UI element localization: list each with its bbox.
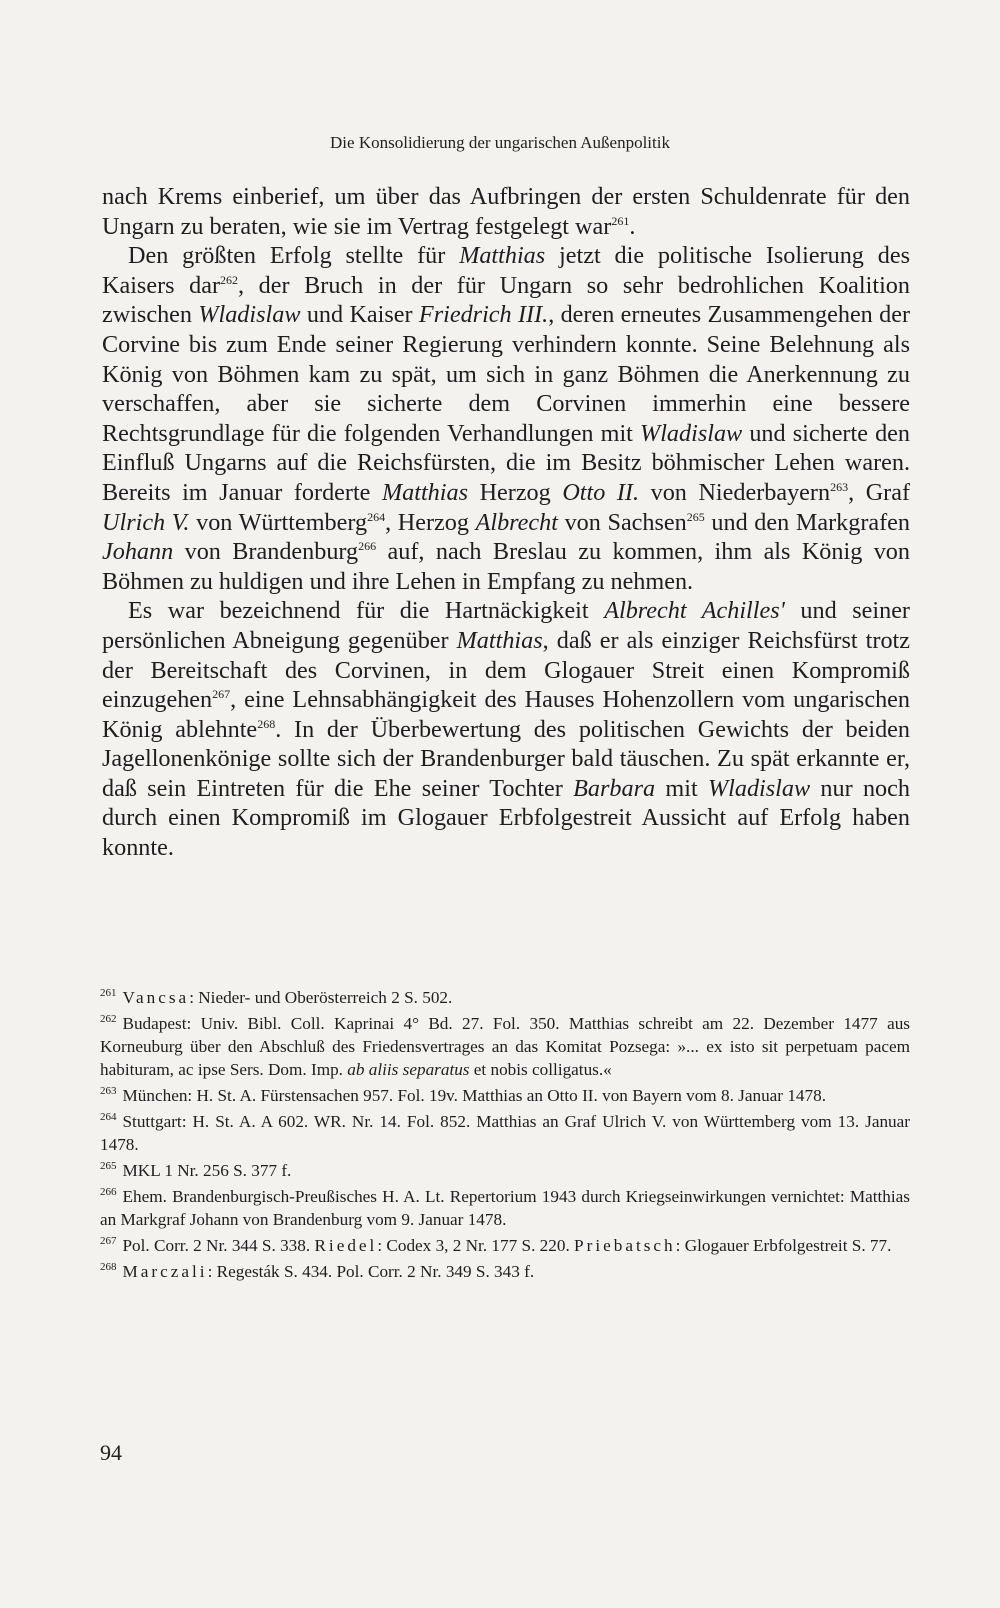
text-run: Pol. Corr. 2 Nr. 344 S. 338. xyxy=(122,1236,315,1255)
text-run: von Sachsen xyxy=(557,508,687,536)
text-run: : Glogauer Erbfolgestreit S. 77. xyxy=(675,1236,892,1255)
text-run: München: H. St. A. Fürstensachen 957. Fol. 19v. Matthias an Otto II. von Bayern vom 8. Januar 1478. xyxy=(122,1086,826,1105)
italic-text: Matthias xyxy=(381,478,468,506)
text-run: , deren erneutes Zusammengehen der Corvine bis zum Ende seiner Regierung verhindern konnte. Seine Belehnung als König von Böhmen kam zu spät, um sich in ganz Böhmen die Anerkennung zu verschaffen, aber sie sicherte dem Corvinen immerhin eine bessere Rechtsgrundlage für die folgenden Verhandlungen mit xyxy=(102,301,911,447)
footnote-reference: 264 xyxy=(367,509,386,524)
italic-text: Johann xyxy=(102,538,174,566)
text-run: Stuttgart: H. St. A. A 602. WR. Nr. 14. Fol. 852. Matthias an Graf Ulrich V. von Württemberg vom 13. Januar 1478. xyxy=(100,1112,910,1154)
text-run: Den größten Erfolg stellte für xyxy=(128,242,460,270)
italic-text: Matthias xyxy=(456,626,543,654)
footnote xyxy=(100,1159,910,1182)
text-run: : Codex 3, 2 Nr. 177 S. 220. xyxy=(377,1236,575,1255)
italic-text: Wladislaw xyxy=(198,301,301,329)
text-run: : Nieder- und Oberösterreich 2 S. 502. xyxy=(189,988,453,1007)
footnote-number: 262 xyxy=(100,1013,117,1026)
body-paragraph xyxy=(102,241,910,596)
italic-text: Wladislaw xyxy=(707,774,811,802)
text-run: auf, nach Breslau zu kommen, ihm als König von Böhmen zu huldigen und ihre Lehen in Empfang zu nehmen. xyxy=(102,538,910,595)
running-head: Die Konsolidierung der ungarischen Außenpolitik xyxy=(330,133,670,152)
text-run: nur noch durch einen Kompromiß im Glogauer Erbfolgestreit Aussicht auf Erfolg haben konnte. xyxy=(102,774,910,862)
italic-text: Wladislaw xyxy=(640,419,743,447)
italic-text: Barbara xyxy=(573,774,656,802)
text-run: , daß er als einziger Reichsfürst trotz der Bereitschaft des Corvinen, in dem Glogauer Streit einen Kompromiß einzugehen xyxy=(102,626,910,714)
text-run: Herzog xyxy=(468,478,563,506)
footnote-number: 263 xyxy=(100,1085,117,1098)
text-run: von Niederbayern xyxy=(639,478,831,506)
text-run: , eine Lehnsabhängigkeit des Hauses Hohenzollern vom ungarischen König ablehnte xyxy=(102,686,910,743)
italic-text: Ulrich V. xyxy=(102,508,190,536)
footnote-number: 267 xyxy=(100,1235,117,1248)
italic-text: Albrecht xyxy=(475,508,558,536)
footnote xyxy=(100,986,910,1009)
body-paragraph xyxy=(102,596,910,862)
author-name: Riedel xyxy=(314,1236,378,1255)
text-run: jetzt die politische Isolierung des Kaisers dar xyxy=(102,242,910,299)
footnote xyxy=(100,1012,910,1081)
italic-text: Friedrich III. xyxy=(418,301,549,329)
text-run: , Graf xyxy=(848,478,911,506)
footnote xyxy=(100,1260,910,1283)
text-run: und den Markgrafen xyxy=(704,508,910,536)
text-run: mit xyxy=(655,774,708,802)
text-run: , der Bruch in der für Ungarn so sehr bedrohlichen Koalition zwischen xyxy=(102,271,910,329)
italic-text: Albrecht Achilles' xyxy=(604,597,785,625)
footnote xyxy=(100,1084,910,1107)
text-run: von Württemberg xyxy=(189,508,368,536)
text-run: und seiner persönlichen Abneigung gegenüber xyxy=(102,597,910,654)
italic-text: Otto II. xyxy=(562,478,640,506)
footnote-number: 265 xyxy=(100,1160,117,1173)
footnote-reference: 266 xyxy=(358,539,377,554)
text-run: . xyxy=(629,212,636,240)
text-run: Ehem. Brandenburgisch-Preußisches H. A. Lt. Repertorium 1943 durch Kriegseinwirkungen vernichtet: Matthias an Markgraf Johann von Brandenburg vom 9. Januar 1478. xyxy=(100,1187,910,1229)
footnote-reference: 265 xyxy=(686,509,705,524)
footnote xyxy=(100,1185,910,1231)
footnote xyxy=(100,1234,910,1257)
author-name: Marczali xyxy=(122,1262,208,1281)
footnote-reference: 261 xyxy=(611,213,630,228)
page-number: 94 xyxy=(100,1440,122,1465)
body-paragraph xyxy=(102,182,910,241)
text-run: : Regesták S. 434. Pol. Corr. 2 Nr. 349 S. 343 f. xyxy=(207,1262,535,1281)
text-run: und sicherte den Einfluß Ungarns auf die Reichsfürsten, die im Besitz böhmischer Lehen waren. Bereits im Januar forderte xyxy=(102,419,910,506)
body-text xyxy=(102,182,910,863)
footnotes xyxy=(100,986,910,1286)
footnote-reference: 267 xyxy=(212,687,231,702)
text-run: , Herzog xyxy=(385,508,476,536)
footnote-number: 261 xyxy=(100,987,117,1000)
text-run: von Brandenburg xyxy=(173,538,359,566)
footnote-reference: 262 xyxy=(220,272,239,287)
footnote-reference: 268 xyxy=(257,716,276,731)
author-name: Priebatsch xyxy=(574,1236,676,1255)
text-run: Budapest: Univ. Bibl. Coll. Kaprinai 4° Bd. 27. Fol. 350. Matthias schreibt am 22. Dezember 1477 aus Korneuburg über den Abschluß des Friedensvertrages an das Komitat Pozsega: »... ex isto sit perpetuam pacem habituram, ac ipse Sers. Dom. Imp. xyxy=(100,1014,910,1079)
italic-text: ab aliis separatus xyxy=(347,1060,470,1079)
text-run: Es war bezeichnend für die Hartnäckigkeit xyxy=(128,597,605,625)
text-run: . In der Überbewertung des politischen Gewichts der beiden Jagellonenkönige sollte sich der Brandenburger bald täuschen. Zu spät erkannte er, daß sein Eintreten für die Ehe seiner Tochter xyxy=(102,715,911,802)
footnote-number: 268 xyxy=(100,1261,117,1274)
text-run: MKL 1 Nr. 256 S. 377 f. xyxy=(122,1161,292,1180)
text-run: und Kaiser xyxy=(300,301,419,329)
text-run: nach Krems einberief, um über das Aufbringen der ersten Schuldenrate für den Ungarn zu beraten, wie sie im Vertrag festgelegt war xyxy=(102,183,910,240)
author-name: Vancsa xyxy=(122,988,190,1007)
footnote-number: 266 xyxy=(100,1186,117,1199)
footnote-reference: 263 xyxy=(830,479,849,494)
italic-text: Matthias xyxy=(459,242,546,270)
footnote xyxy=(100,1110,910,1156)
text-run: et nobis colligatus.« xyxy=(469,1060,612,1079)
footnote-number: 264 xyxy=(100,1111,117,1124)
